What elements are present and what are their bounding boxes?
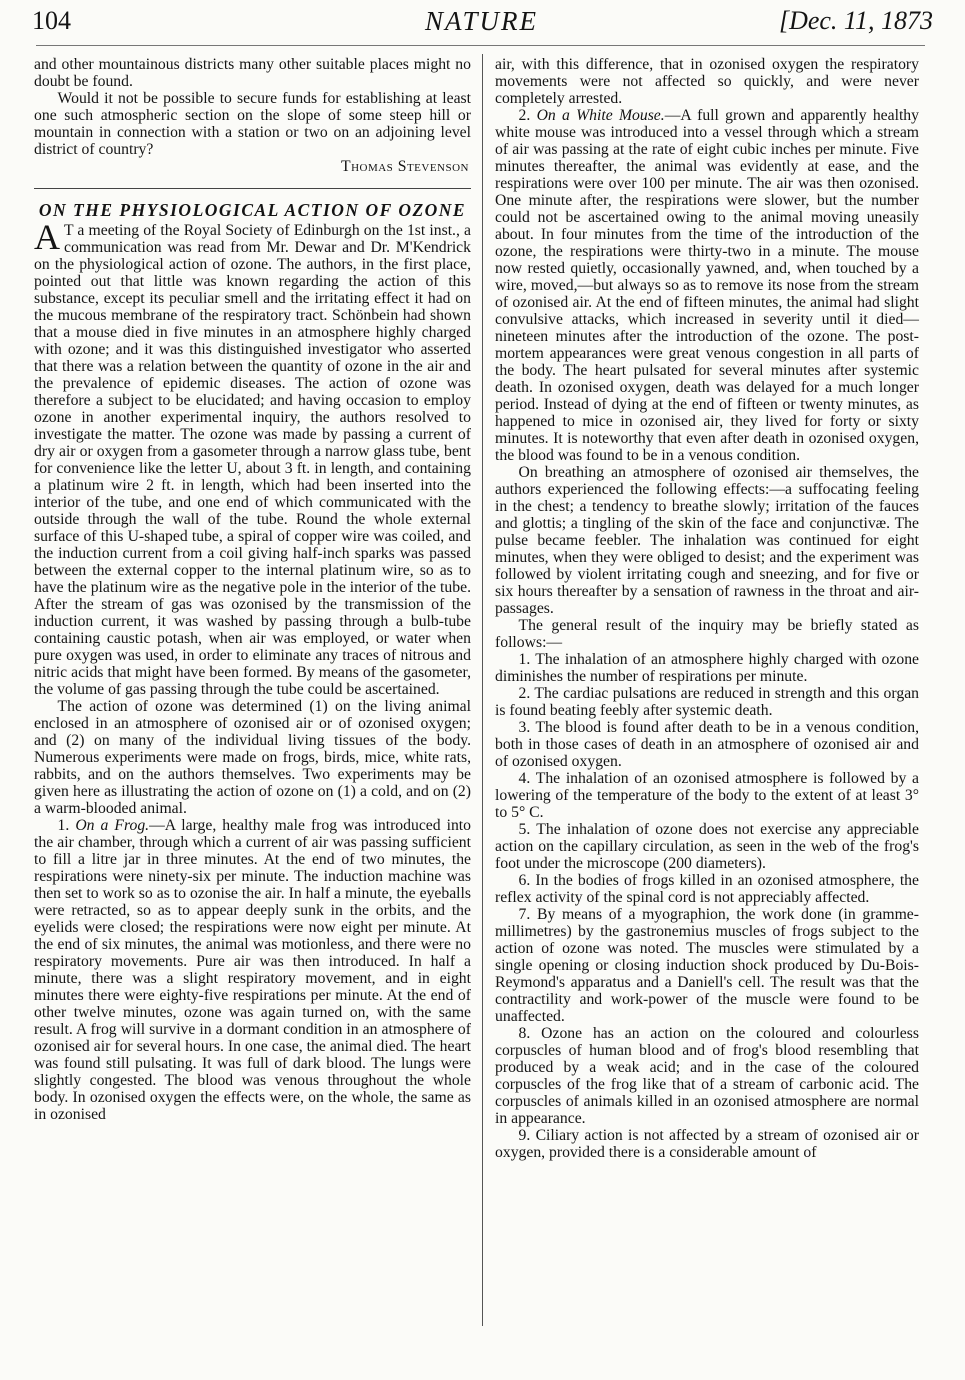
frog-continuation: air, with this difference, that in ozonised oxygen the respiratory movements were not affected so quickly, and were never completely arrested. [495,56,919,107]
drop-cap: A [34,217,60,257]
frog-label: 1. [57,817,76,834]
issue-date: [Dec. 11, 1873 [778,6,933,35]
mouse-heading: On a White Mouse. [536,107,665,124]
result-item: 9. Ciliary action is not affected by a stream of ozonised air or oxygen, provided there is a considerable amount of [495,1127,919,1161]
article-separator [34,188,471,189]
frog-heading: On a Frog. [75,817,150,834]
action-paragraph: The action of ozone was determined (1) on the living animal enclosed in an atmosphere of ozonised air or of ozonised oxygen; and (2) on many of the individual living tissues of the body. Numerous experiments were made on frogs, birds, mice, white rats, rabbits, and on the authors themselves. Two experiments may be given here as illustrating the action of ozone on (1) a cold, and on (2) a warm-blooded animal. [34,698,471,817]
result-item: 5. The inhalation of ozone does not exercise any appreciable action on the capillary circulation, as seen in the web of the frog's foot under the microscope (200 diameters). [495,821,919,872]
mouse-experiment-paragraph [495,107,919,464]
header-rule [36,45,925,46]
frog-experiment-paragraph [34,817,471,1123]
result-item: 1. The inhalation of an atmosphere highly charged with ozone diminishes the number of respirations per minute. [495,651,919,685]
article-title: ON THE PHYSIOLOGICAL ACTION OF OZONE [38,200,467,220]
result-item: 2. The cardiac pulsations are reduced in strength and this organ is found beating feebly after systemic death. [495,685,919,719]
result-item: 3. The blood is found after death to be in a venous condition, both in those cases of death in an atmosphere of ozonised air and of ozonised oxygen. [495,719,919,770]
intro-paragraph [34,217,471,698]
author-signature: Thomas Stevenson [340,158,469,175]
mouse-text: —A full grown and apparently healthy white mouse was introduced into a vessel through which a stream of air was passing at the rate of eight cubic inches per minute. Five minutes thereafter, the animal was evidently at ease, and the respirations were over 100 per minute. The air was then ozonised. One minute after, the respirations were slower, but the number could not be ascertained owing to the animal moving uneasily about. In four minutes from the time of the introduction of the ozone, the respirations were thirty-two in a minute. The mouse now rested quietly, occasionally yawned, and, when touched by a wire, moved,—but always so as to remove its nose from the stream of ozonised air. At the end of fifteen minutes, the animal had slight convulsive attacks, which increased in severity until it died—nineteen minutes after the introduction of the ozone. The post-mortem appearances were great venous congestion in all parts of the body. The heart pulsated for several minutes after systemic death. In ozonised oxygen, death was delayed for a much longer period. Instead of dying at the end of fifteen or twenty minutes, as happened to mice in ozonised air, they lived for forty or sixty minutes. It is noteworthy that even after death in ozonised oxygen, the blood was found to be in a venous condition. [495,107,919,464]
journal-title: NATURE [425,6,538,36]
intro-text: T a meeting of the Royal Society of Edinburgh on the 1st inst., a communication was read from Mr. Dewar and Dr. M'Kendrick on the physiological action of ozone. The authors, in the first place, pointed out that little was known regarding the action of this substance, except its peculiar smell and the irritating effect it had on the mucous membrane of the respiratory tract. Schönbein had shown that a mouse died in five minutes in an atmosphere highly charged with ozone; and it was this distinguished investigator who asserted that there was a relation between the quantity of ozone in the air and the prevalence of epidemic diseases. The action of ozone was therefore a subject to be elucidated; and having occasion to employ ozone in another experimental inquiry, the authors resolved to investigate the matter. The ozone was made by passing a current of dry air or oxygen from a gasometer through a narrow glass tube, bent for convenience like the letter U, about 3 ft. in length, and containing a platinum wire 2 ft. in length, which had been inserted into the interior of the tube, and one end of which communicated with the outside through the wall of the tube. Round the whole external surface of this U-shaped tube, a spiral of copper wire was coiled, and the induction current from a coil giving half-inch sparks was passed between the external copper to the internal platinum wire, so as to have the platinum wire as the negative pole in the interior of the tube. After the stream of gas was ozonised by the transmission of the induction current, it was washed by passing through a bulb-tube containing caustic potash, when air was employed, or water when pure oxygen was used, in order to eliminate any traces of nitrous and nitric acids that might have been formed. By means of the gasometer, the volume of gas passing through the tube could be ascertained. [34,222,471,698]
result-item: 4. The inhalation of an ozonised atmosphere is followed by a lowering of the temperature of the body to the extent of at least 3° to 5° C. [495,770,919,821]
mouse-label: 2. [518,107,537,124]
right-column [495,56,919,1161]
result-item: 7. By means of a myographion, the work done (in gramme-millimetres) by the gastronemius muscles of frogs subject to the action of ozone was noted. The muscles were stimulated by a single opening or closing induction shock produced by Du-Bois-Reymond's apparatus and a Daniell's cell. The result was that the contractility and work-power of the muscle were found to be unaffected. [495,906,919,1025]
general-result-paragraph: The general result of the inquiry may be briefly stated as follows:— [495,617,919,651]
left-column [34,56,471,1123]
result-item: 6. In the bodies of frogs killed in an ozonised atmosphere, the reflex activity of the spinal cord is not appreciably affected. [495,872,919,906]
result-item: 8. Ozone has an action on the coloured and colourless corpuscles of human blood and of frog's blood resembling that produced by a weak acid; and in the case of the coloured corpuscles of the frog like that of a stream of carbonic acid. The corpuscles of animals killed in an ozonised atmosphere are normal in appearance. [495,1025,919,1127]
frog-text: —A large, healthy male frog was introduced into the air chamber, through which a current of air was passing sufficient to fill a litre jar in three minutes. At the end of two minutes, the respirations were ninety-six per minute. The induction machine was then set to work so as to ozonise the air. In half a minute, the eyeballs were retracted, so as to appear deeply sunk in the orbits, and the eyelids were closed; the respirations were now eight per minute. At the end of six minutes, the animal was motionless, and there were no respiratory movements. Pure air was then introduced. In half a minute, there was a slight respiratory movement, and in eight minutes there were eighty-five respirations per minute. At the end of other twelve minutes, ozone was again turned on, with the same result. A frog will survive in a dormant condition in an atmosphere of ozonised air for several hours. In one case, the animal died. The heart was found still pulsating. It was full of dark blood. The lungs were slightly congested. The blood was venous throughout the whole body. In ozonised oxygen the effects were, on the whole, the same as in ozonised [34,817,472,1123]
previous-article-paragraph: and other mountainous districts many other suitable places might no doubt be found. [34,56,471,90]
previous-article-paragraph: Would it not be possible to secure funds for establishing at least one such atmospheric section on the slope of some steep hill or mountain in connection with a station or two on an adjoining level district of country? [34,90,471,158]
page-number: 104 [32,6,71,35]
breathing-paragraph: On breathing an atmosphere of ozonised air themselves, the authors experienced the following effects:—a suffocating feeling in the chest; a tendency to breathe slowly; irritation of the fauces and glottis; a tingling of the skin of the face and conjunctivæ. The pulse became feebler. The inhalation was continued for eight minutes, when they were obliged to desist; and the experiment was followed by violent irritating cough and sneezing, and for five or six hours thereafter by a sensation of rawness in the throat and air-passages. [495,464,919,617]
column-divider [482,54,483,1326]
page-header [30,4,933,40]
